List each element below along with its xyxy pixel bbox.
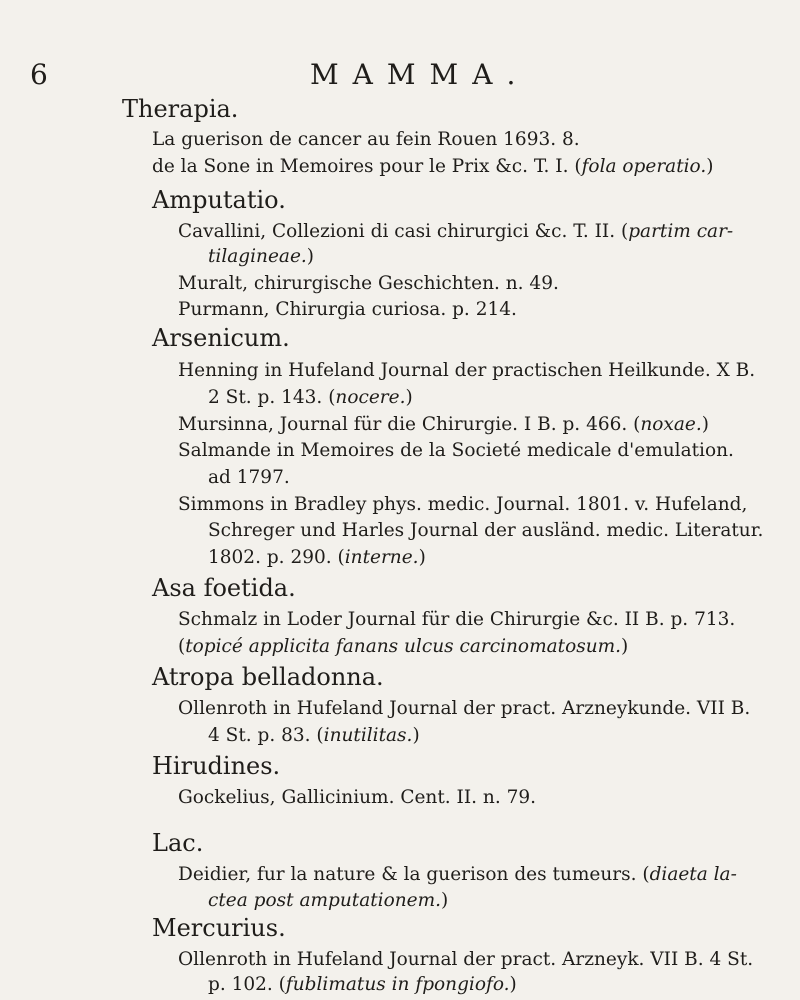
entry-schmalz-2-open: ( bbox=[178, 636, 186, 657]
entry-simmons-2: Schreger und Harles Journal der ausländ. medic. Literatur. bbox=[208, 520, 764, 541]
entry-simmons-3 bbox=[208, 549, 426, 568]
entry-deidier-1-note: diaeta la- bbox=[649, 864, 737, 885]
entry-schmalz-2-note: topicé applicita fanans ulcus carcinomatosum. bbox=[185, 636, 622, 657]
entry-cavallini bbox=[178, 223, 733, 242]
entry-rouen: La guerison de cancer au fein Rouen 1693. 8. bbox=[152, 129, 580, 150]
section-title: Therapia. bbox=[122, 95, 239, 123]
entry-deidier-2-note: ctea post amputationem. bbox=[208, 890, 442, 911]
entry-henning-2-text: 2 St. p. 143. ( bbox=[208, 387, 336, 408]
entry-mursinna bbox=[178, 416, 709, 435]
entry-mursinna-close: ) bbox=[701, 414, 709, 435]
entry-ollenroth-mercurius-2-note: fublimatus in fpongiofo. bbox=[285, 974, 510, 995]
entry-purmann: Purmann, Chirurgia curiosa. p. 214. bbox=[178, 299, 517, 320]
entry-simmons-3-close: ) bbox=[418, 547, 426, 568]
entry-henning-2 bbox=[208, 389, 413, 408]
entry-cavallini-cont-note: tilagineae. bbox=[208, 246, 307, 267]
entry-sone-note: fola operatio. bbox=[581, 156, 707, 177]
entry-gockelius: Gockelius, Gallicinium. Cent. II. n. 79. bbox=[178, 787, 537, 808]
heading-lac: Lac. bbox=[152, 829, 204, 857]
entry-mursinna-text: Mursinna, Journal für die Chirurgie. I B. p. 466. ( bbox=[178, 414, 641, 435]
heading-mercurius: Mercurius. bbox=[152, 914, 286, 942]
entry-cavallini-text: Cavallini, Collezioni di casi chirurgici &c. T. II. ( bbox=[178, 221, 629, 242]
entry-deidier-1-text: Deidier, fur la nature & la guerison des tumeurs. ( bbox=[178, 864, 650, 885]
entry-ollenroth-atropa-2 bbox=[208, 727, 420, 746]
heading-arsenicum: Arsenicum. bbox=[152, 324, 290, 352]
heading-hirudines: Hirudines. bbox=[152, 752, 281, 780]
entry-salmande-2: ad 1797. bbox=[208, 467, 290, 488]
entry-simmons-3-note: interne. bbox=[344, 547, 419, 568]
heading-asa: Asa foetida. bbox=[152, 574, 296, 602]
entry-sone bbox=[152, 158, 713, 177]
entry-simmons-3-text: 1802. p. 290. ( bbox=[208, 547, 345, 568]
entry-ollenroth-mercurius-1: Ollenroth in Hufeland Journal der pract. Arzneyk. VII B. 4 St. bbox=[178, 949, 754, 970]
entry-deidier-2-close: ) bbox=[441, 890, 449, 911]
page-number: 6 bbox=[30, 58, 49, 91]
entry-ollenroth-mercurius-2 bbox=[208, 976, 517, 995]
heading-amputatio: Amputatio. bbox=[152, 186, 286, 214]
entry-schmalz-2 bbox=[178, 638, 628, 657]
entry-deidier-2 bbox=[208, 892, 448, 911]
entry-sone-close: ) bbox=[706, 156, 714, 177]
entry-deidier-1 bbox=[178, 866, 737, 885]
entry-henning-2-close: ) bbox=[405, 387, 413, 408]
entry-cavallini-cont bbox=[208, 248, 314, 267]
entry-muralt: Muralt, chirurgische Geschichten. n. 49. bbox=[178, 273, 559, 294]
entry-ollenroth-atropa-2-note: inutilitas. bbox=[323, 725, 413, 746]
entry-mursinna-note: noxae. bbox=[640, 414, 702, 435]
entry-henning-1: Henning in Hufeland Journal der practischen Heilkunde. X B. bbox=[178, 360, 756, 381]
entry-schmalz-2-close: ) bbox=[621, 636, 629, 657]
entry-henning-2-note: nocere. bbox=[335, 387, 406, 408]
entry-salmande-1: Salmande in Memoires de la Societé medicale d'emulation. bbox=[178, 440, 734, 461]
entry-ollenroth-mercurius-2-text: p. 102. ( bbox=[208, 974, 286, 995]
entry-simmons-1: Simmons in Bradley phys. medic. Journal. 1801. v. Hufeland, bbox=[178, 494, 748, 515]
running-head: MAMMA. bbox=[310, 58, 530, 91]
entry-ollenroth-atropa-2-text: 4 St. p. 83. ( bbox=[208, 725, 324, 746]
entry-cavallini-note: partim car- bbox=[628, 221, 734, 242]
entry-ollenroth-mercurius-2-close: ) bbox=[509, 974, 517, 995]
entry-ollenroth-atropa-1: Ollenroth in Hufeland Journal der pract. Arzneykunde. VII B. bbox=[178, 698, 751, 719]
entry-schmalz-1: Schmalz in Loder Journal für die Chirurgie &c. II B. p. 713. bbox=[178, 609, 736, 630]
entry-cavallini-close: ) bbox=[306, 246, 314, 267]
entry-sone-text: de la Sone in Memoires pour le Prix &c. T. I. ( bbox=[152, 156, 582, 177]
entry-ollenroth-atropa-2-close: ) bbox=[412, 725, 420, 746]
heading-atropa: Atropa belladonna. bbox=[152, 663, 384, 691]
